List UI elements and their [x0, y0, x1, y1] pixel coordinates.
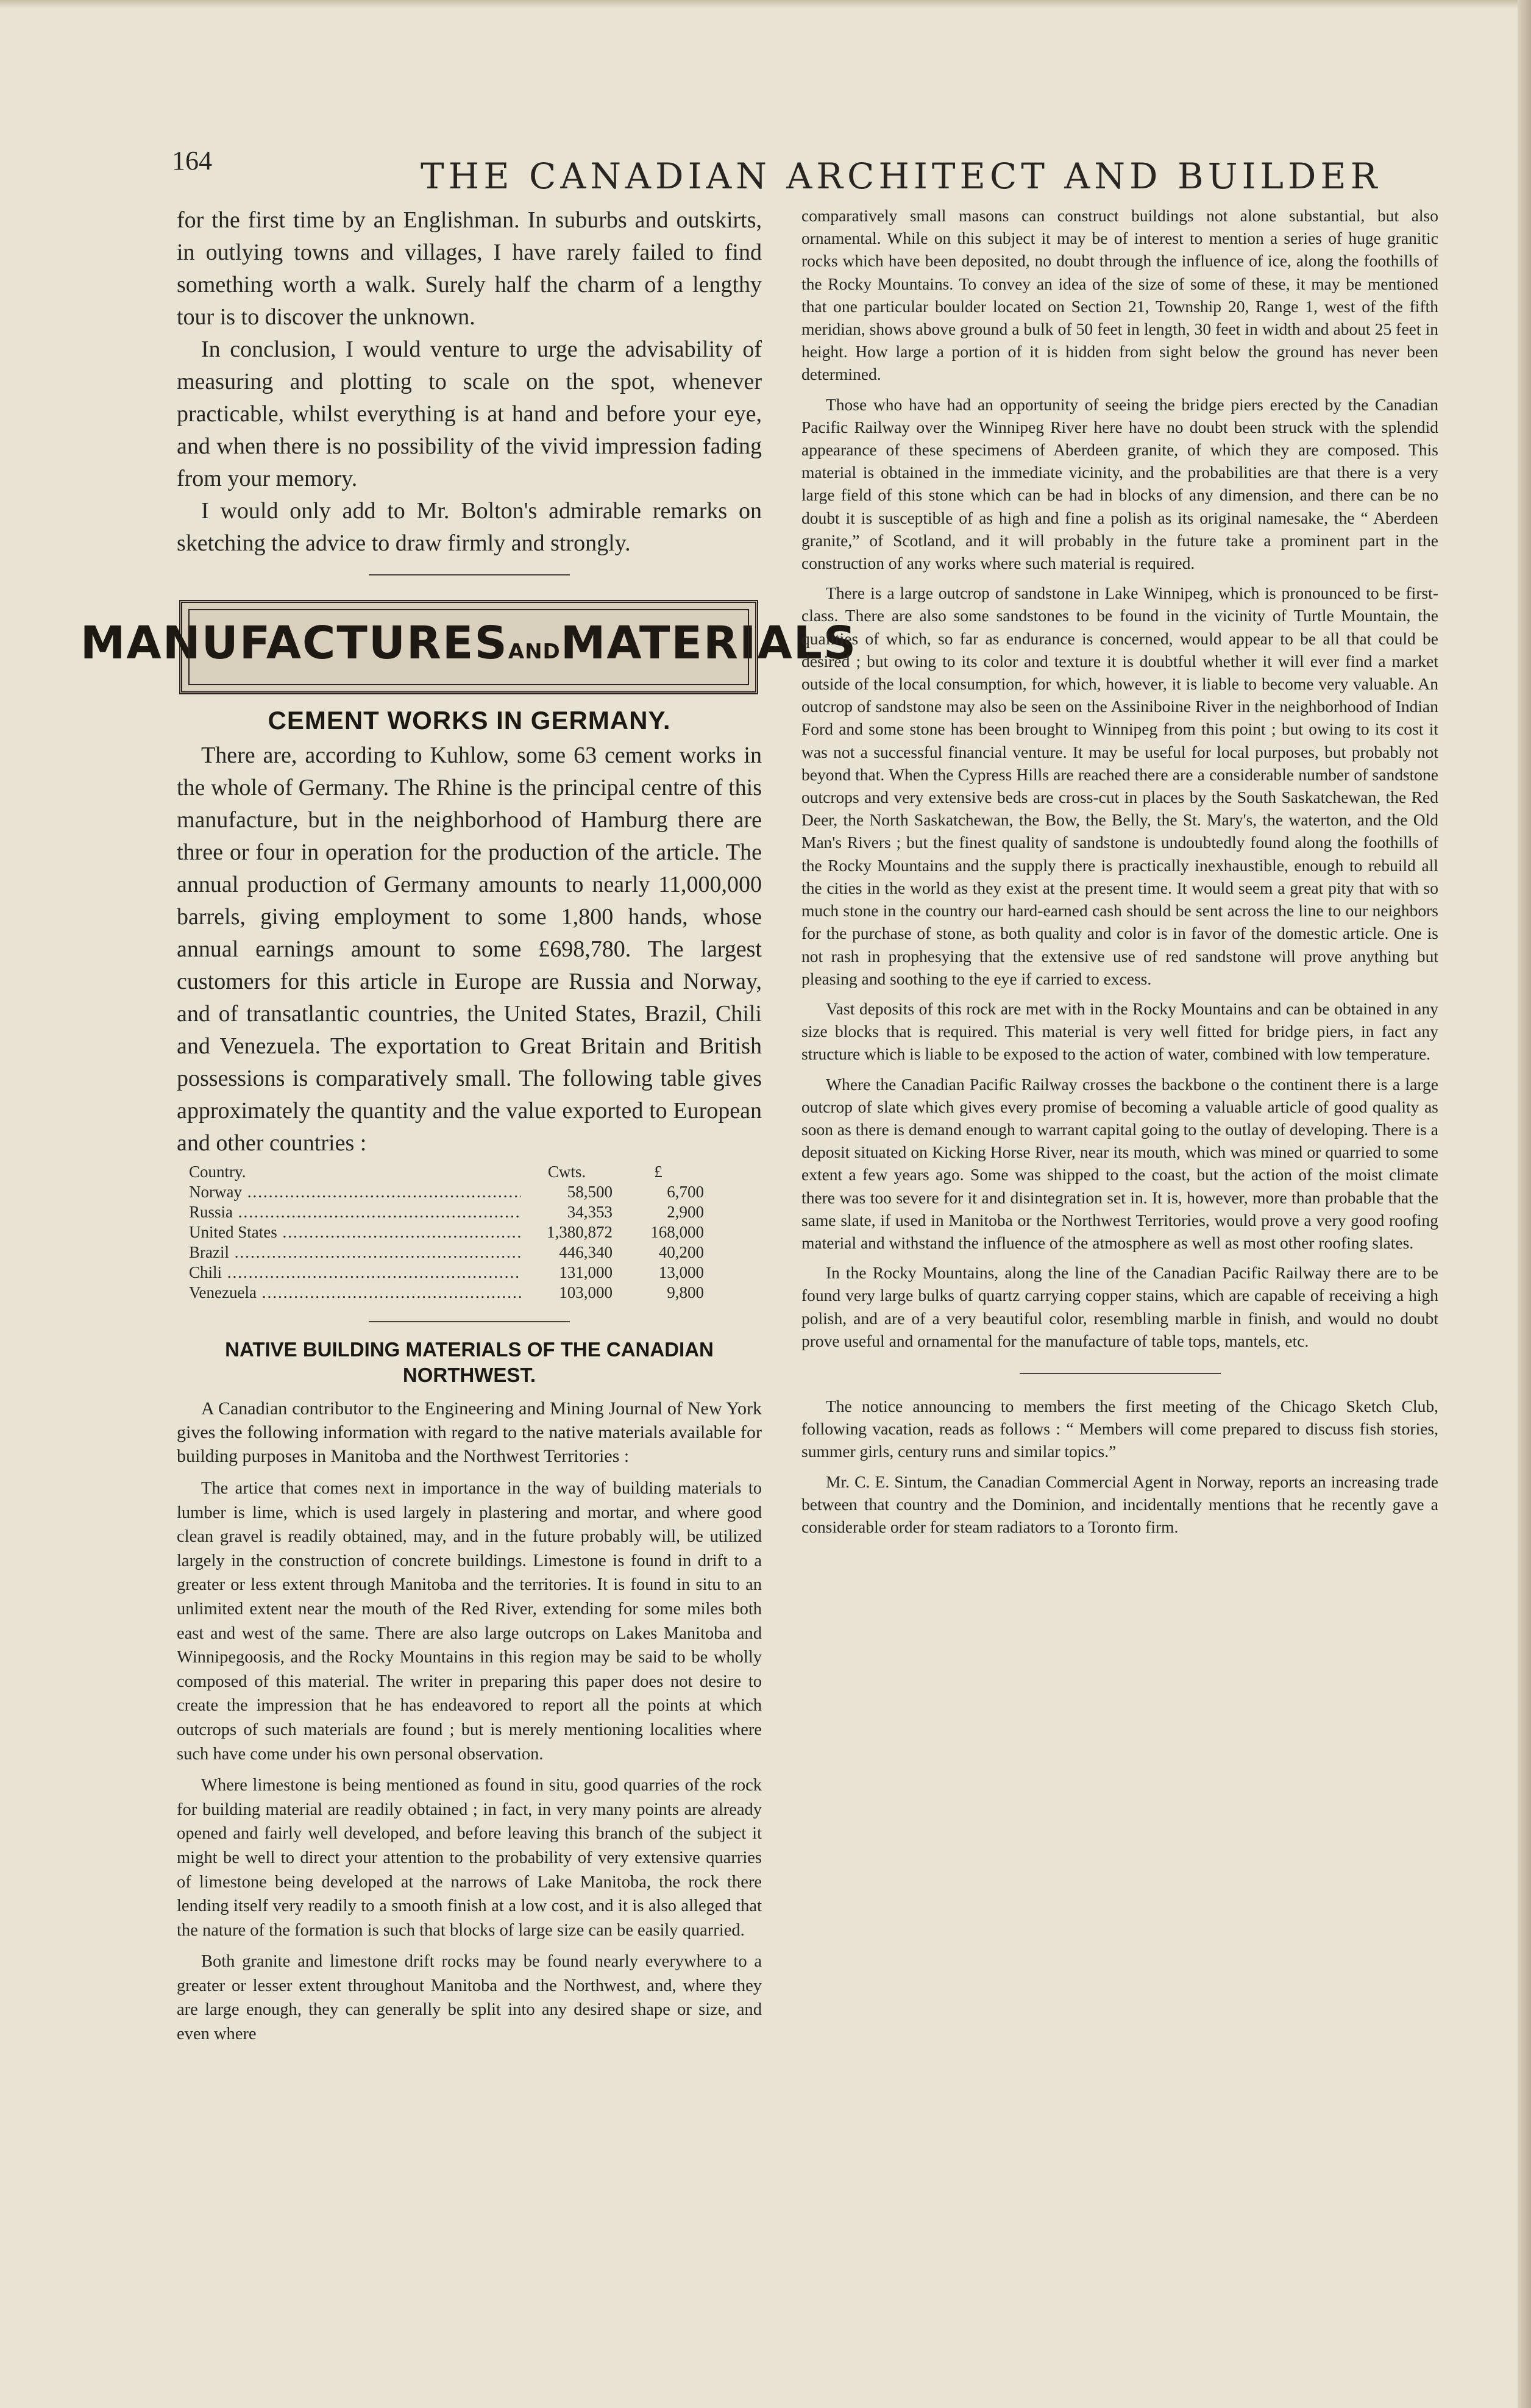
cement-paragraph: There are, according to Kuhlow, some 63 cement works in the whole of Germany. The Rhine is the principal centre of this manufacture, but in the neighborhood of Hamburg there are three or four in operation for the production of the article. The annual production of Germany amounts to nearly 11,000,000 barrels, giving employment to some 1,800 hands, whose annual earnings amount to some £698,780. The largest customers for this article in Europe are Russia and Norway, and of transatlantic countries, the United States, Brazil, Chili and Venezuela. The exportation to Great Britain and British possessions is comparatively small. The following table gives approximately the quantity and the value exported to European and other countries :: [177, 743, 762, 1156]
banner-word-and: AND: [508, 639, 561, 664]
note-paragraph: Mr. C. E. Sintum, the Canadian Commercial Agent in Norway, reports an increasing trade between that country and the Dominion, and incidentally mentions that he recently gave a considerable order for steam radiators to a Toronto firm.: [801, 1472, 1438, 1536]
right-paragraph: Where the Canadian Pacific Railway crosses the backbone o the continent there is a large outcrop of slate which gives every promise of becoming a valuable article of good quality as soon as there is demand enough to warrant capital going to the outlay of developing. There is a deposit situated on Kicking Horse River, near its mouth, which was mined or quarried to some extent a few years ago. Some was shipped to the coast, but the action of the moist climate there was too severe for it and disintegration set in. It is, however, more than probable that the same slate, if used in Manitoba or the Northwest Territories, would prove a very good roofing material and withstand the influence of the atmosphere as well as most other roofing slates.: [801, 1074, 1438, 1252]
page-number: 164: [172, 146, 212, 176]
right-paragraph: Vast deposits of this rock are met with in the Rocky Mountains and can be obtained in any size blocks that is required. This material is very well fitted for bridge piers, in fact any structure which is liable to be exposed to the action of water, combined with low temperature.: [801, 999, 1438, 1064]
value-cell: 2,900: [667, 1203, 704, 1221]
header-country: Country.: [189, 1163, 246, 1181]
table-row: [184, 1222, 704, 1242]
right-paragraph: comparatively small masons can construct buildings not alone substantial, but also ornamental. While on this subject it may be of interest to mention a series of huge granitic rocks which have been deposited, no doubt through the influence of ice, along the foothills of the Rocky Mountains. To convey an idea of the size of some of these, it may be mentioned that one particular boulder located on Section 21, Township 20, Range 1, west of the fifth meridian, shows above ground a bulk of 50 feet in length, 30 feet in width and about 25 feet in height. How large a portion of it is hidden from sight below the ground has never been determined.: [801, 206, 1438, 384]
export-table: [184, 1162, 704, 1303]
divider: [369, 574, 570, 575]
intro-paragraph: I would only add to Mr. Bolton's admirable remarks on sketching the advice to draw firmly and strongly.: [177, 498, 762, 556]
export-table-header: [184, 1162, 704, 1182]
page-top-edge: [0, 0, 1531, 9]
table-row: [184, 1242, 704, 1263]
page-binding-edge: [1518, 0, 1531, 2408]
note-paragraph: The notice announcing to members the first meeting of the Chicago Sketch Club, following vacation, reads as follows : “ Members will come prepared to discuss fish stories, summer girls, century runs and similar topics.”: [801, 1396, 1438, 1461]
cement-article-body: [177, 739, 762, 1159]
table-row: [184, 1202, 704, 1222]
intro-section: [177, 204, 762, 560]
native-paragraph: Both granite and limestone drift rocks may be found nearly everywhere to a greater or lesser extent throughout Manitoba and the Northwest, and, where they are large enough, they can generally be split into any desired shape or size, and even where: [177, 1952, 762, 2044]
cwts-cell: 131,000: [559, 1263, 613, 1281]
table-row: [184, 1283, 704, 1303]
cwts-cell: 446,340: [559, 1243, 613, 1261]
banner-word-manufactures: MANUFACTURES: [80, 616, 508, 669]
native-article-title: NATIVE BUILDING MATERIALS OF THE CANADIAN NORTHWEST.: [225, 1338, 714, 1386]
table-row: [184, 1182, 704, 1202]
right-column: [801, 204, 1438, 1538]
cwts-cell: 34,353: [567, 1203, 613, 1221]
country-cell: Russia .....: [189, 1203, 521, 1221]
table-row: [184, 1263, 704, 1283]
right-paragraph: Those who have had an opportunity of seeing the bridge piers erected by the Canadian Pacific Railway over the Winnipeg River here have no doubt been struck with the splendid appearance of these specimens of Aberdeen granite, of which they are composed. This material is obtained in the immediate vicinity, and the probabilities are that there is a very large field of this stone which can be had in blocks of any dimension, and there can be no doubt it is susceptible of as high and fine a polish as its original namesake, the “ Aberdeen granite,” of Scotland, and it will probably in the future take a prominent part in the construction of any works where such material is required.: [801, 394, 1438, 573]
value-cell: 6,700: [667, 1183, 704, 1201]
native-paragraph: The artice that comes next in importance in the way of building materials to lumber is lime, which is used largely in plastering and mortar, and where good clean gravel is readily obtained, may, and in the future probably will, be utilized largely in the construction of concrete buildings. Limestone is found in drift to a greater or less extent through Manitoba and the territories. It is found in situ to an unlimited extent near the mouth of the Red River, extending for some miles both east and west of the same. There are also large outcrops on Lakes Manitoba and Winnipegoosis, and the Rocky Mountains in this region may be said to be wholly composed of this material. The writer in preparing this paper does not desire to create the impression that he has endeavored to report all the points at which outcrops of such materials are found ; but is merely mentioning localities where such have come under his own personal observation.: [177, 1479, 762, 1764]
value-cell: 9,800: [667, 1283, 704, 1302]
header-cwts: Cwts.: [547, 1163, 586, 1181]
cwts-cell: 58,500: [567, 1183, 613, 1201]
intro-paragraph: for the first time by an Englishman. In suburbs and outskirts, in outlying towns and villages, I have rarely failed to find something worth a walk. Surely half the charm of a lengthy tour is to discover the unknown.: [177, 207, 762, 330]
right-paragraph: There is a large outcrop of sandstone in Lake Winnipeg, which is pronounced to be first-class. There are also some sandstones to be found in the vicinity of Turtle Mountain, the qualities of which, so far as endurance is concerned, would appear to be all that could be desired ; but owing to its color and texture it is doubtful whether it will ever find a market outside of the local consumption, for which, however, it is liable to become very valuable. An outcrop of sandstone may also be seen on the Assiniboine River in the neighborhood of Indian Ford and some stone has been brought to Winnipeg from this point ; but owing to its cost it was not a successful financial venture. It may be useful for local purposes, but probably not beyond that. When the Cypress Hills are reached there are a considerable number of sandstone outcrops and very extensive beds are cross-cut in places by the South Saskatchewan, the Red Deer, the North Saskatchewan, the Bow, the Belly, the St. Mary's, the waterton, and the Old Man's Rivers ; but the finest quality of sandstone is undoubtedly found along the foothills of the Rocky Mountains and the supply there is practically inexhaustible, enough to rebuild all the cities in the world as they exist at the present time. It would seem a great pity that with so much stone in the country our hard-earned cash should be sent across the line to our neighbors for the purchase of stone, as both quality and color is in favor of the domestic article. One is not rash in prophesying that the extensive use of red sandstone will prove anything but pleasing and soothing to the eye if carried to excess.: [801, 583, 1438, 988]
intro-paragraph: In conclusion, I would venture to urge the advisability of measuring and plotting to scale on the spot, whenever practicable, whilst everything is at hand and before your eye, and when there is no possibility of the vivid impression fading from your memory.: [177, 337, 762, 491]
banner-word-materials: MATERIALS: [560, 616, 858, 669]
value-cell: 13,000: [658, 1263, 704, 1281]
cwts-cell: 103,000: [559, 1283, 613, 1302]
cement-article-title: CEMENT WORKS IN GERMANY.: [268, 706, 671, 735]
divider: [369, 1321, 570, 1322]
divider: [1020, 1373, 1221, 1374]
native-article-body: [177, 1477, 762, 2046]
section-banner: [80, 600, 858, 694]
left-column: [80, 204, 858, 2054]
value-cell: 168,000: [650, 1223, 704, 1241]
native-paragraph: Where limestone is being mentioned as found in situ, good quarries of the rock for building material are readily obtained ; in fact, in very many points are already opened and fairly well developed, and before leaving this branch of the subject it might be well to direct your attention to the probability of very extensive quarries of limestone being developed at the narrows of Lake Manitoba, the rock there lending itself very readily to a smooth finish at a low cost, and it is also alleged that the nature of the formation is such that blocks of large size can be easily quarried.: [177, 1776, 762, 1940]
section-banner-title: [80, 616, 858, 669]
country-cell: Norway .....: [189, 1183, 521, 1201]
right-paragraph: In the Rocky Mountains, along the line of the Canadian Pacific Railway there are to be found very large bulks of quartz carrying copper stains, which are capable of receiving a high polish, and are of a very beautiful color, resembling marble in finish, and would no doubt prove useful and ornamental for the manufacture of table tops, mantels, etc.: [801, 1263, 1438, 1350]
country-cell: United States .....: [189, 1223, 521, 1241]
country-cell: Brazil .....: [189, 1243, 521, 1261]
country-cell: Chili .....: [189, 1263, 521, 1281]
value-cell: 40,200: [658, 1243, 704, 1261]
running-title: THE CANADIAN ARCHITECT AND BUILDER: [421, 155, 1382, 197]
cwts-cell: 1,380,872: [547, 1223, 613, 1241]
native-article-intro-block: [177, 1397, 762, 1468]
native-intro: A Canadian contributor to the Engineering and Mining Journal of New York gives the following information with regard to the native materials available for building purposes in Manitoba and the Northwest Territories :: [177, 1398, 762, 1466]
header-value: £: [654, 1163, 662, 1181]
country-cell: Venezuela .....: [189, 1283, 521, 1302]
